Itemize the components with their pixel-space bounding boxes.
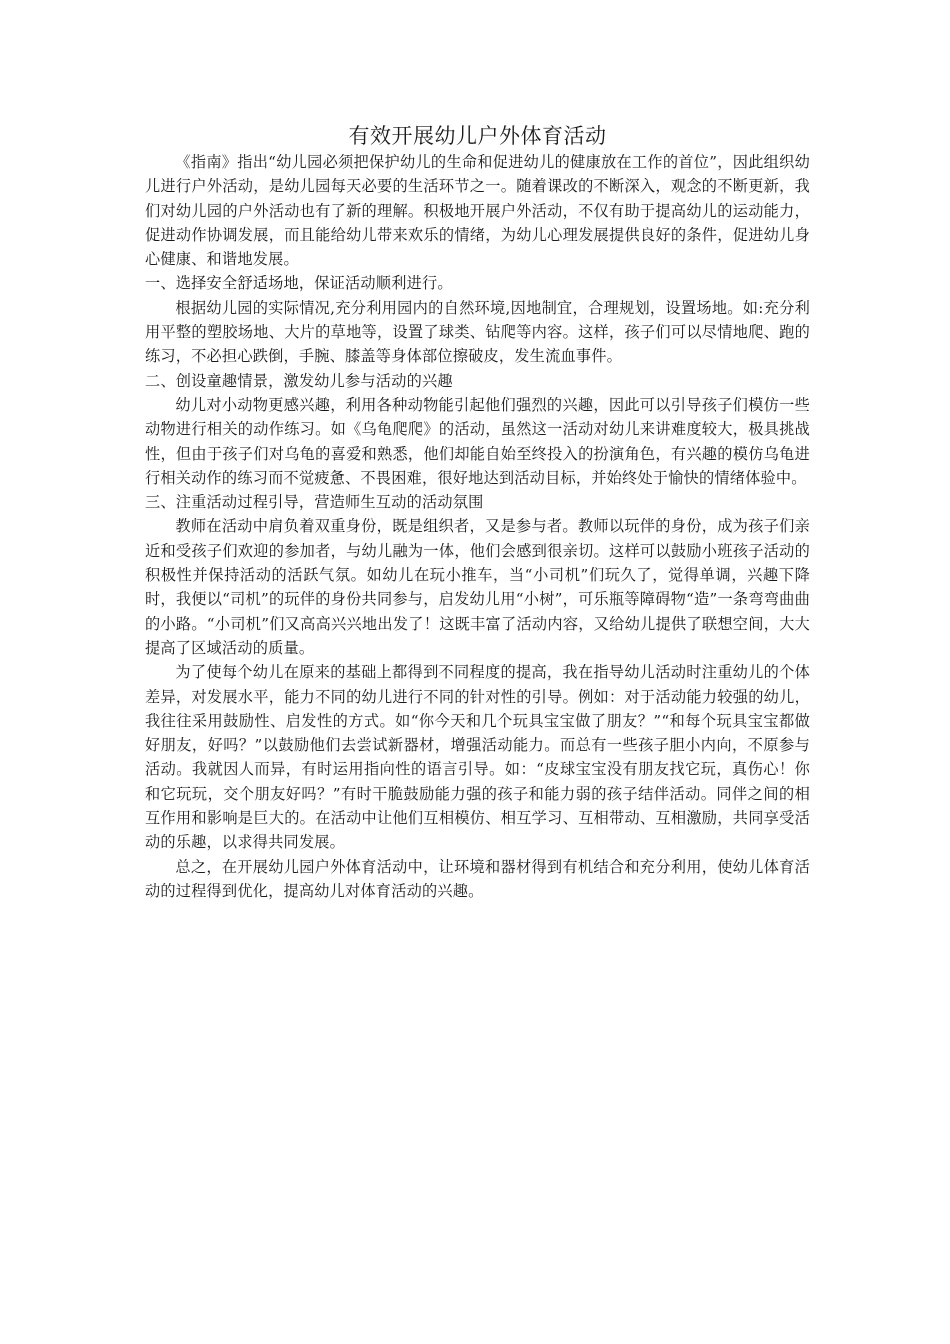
section-heading-1: 一、选择安全舒适场地，保证活动顺利进行。 [145, 274, 453, 293]
paragraph-section-3a: 教师在活动中肩负着双重身份，既是组织者，又是参与者。教师以玩伴的身份，成为孩子们亲近和受孩子们欢迎的参加者，与幼儿融为一体，他们会感到很亲切。这样可以鼓励小班孩子活动的积极性并保持活动的活跃气氛。如幼儿在玩小推车，当“小司机”们玩久了，觉得单调，兴趣下降时，我便以“司机”的玩伴的身份共同参与，启发幼儿用“小树”，可乐瓶等障碍物“造”一条弯弯曲曲的小路。“小司机”们又高高兴兴地出发了！这既丰富了活动内容，又给幼儿提供了联想空间，大大提高了区域活动的质量。 [145, 517, 810, 657]
paragraph-conclusion: 总之，在开展幼儿园户外体育活动中，让环境和器材得到有机结合和充分利用，使幼儿体育活动的过程得到优化，提高幼儿对体育活动的兴趣。 [145, 857, 810, 900]
document-page [145, 122, 810, 903]
section-heading-2: 二、创设童趣情景，激发幼儿参与活动的兴趣 [145, 371, 453, 390]
paragraph-section-2: 幼儿对小动物更感兴趣，利用各种动物能引起他们强烈的兴趣，因此可以引导孩子们模仿一些动物进行相关的动作练习。如《乌龟爬爬》的活动，虽然这一活动对幼儿来讲难度较大，极具挑战性，但由于孩子们对乌龟的喜爱和熟悉，他们却能自始至终投入的扮演角色，有兴趣的模仿乌龟进行相关动作的练习而不觉疲惫、不畏困难，很好地达到活动目标，并始终处于愉快的情绪体验中。 [145, 395, 810, 487]
paragraph-section-3b: 为了使每个幼儿在原来的基础上都得到不同程度的提高，我在指导幼儿活动时注重幼儿的个体差异，对发展水平，能力不同的幼儿进行不同的针对性的引导。例如：对于活动能力较强的幼儿，我往往采用鼓励性、启发性的方式。如“你今天和几个玩具宝宝做了朋友？”“和每个玩具宝宝都做好朋友，好吗？”以鼓励他们去尝试新器材，增强活动能力。而总有一些孩子胆小内向，不原参与活动。我就因人而异，有时运用指向性的语言引导。如：“皮球宝宝没有朋友找它玩，真伤心！你和它玩玩，交个朋友好吗？”有时干脆鼓励能力强的孩子和能力弱的孩子结伴活动。同伴之间的相互作用和影响是巨大的。在活动中让他们互相模仿、相互学习、互相带动、互相激励，共同享受活动的乐趣，以求得共同发展。 [145, 663, 810, 852]
section-heading-3: 三、注重活动过程引导，营造师生互动的活动氛围 [145, 493, 484, 512]
paragraph-section-1: 根据幼儿园的实际情况,充分利用园内的自然环境,因地制宜，合理规划，设置场地。如:充分利用平整的塑胶场地、大片的草地等，设置了球类、钻爬等内容。这样，孩子们可以尽情地爬、跑的练习，不必担心跌倒，手腕、膝盖等身体部位擦破皮，发生流血事件。 [145, 298, 810, 366]
document-title: 有效开展幼儿户外体育活动 [348, 124, 607, 148]
paragraph-intro: 《指南》指出“幼儿园必须把保护幼儿的生命和促进幼儿的健康放在工作的首位”，因此组织幼儿进行户外活动，是幼儿园每天必要的生活环节之一。随着课改的不断深入，观念的不断更新，我们对幼儿园的户外活动也有了新的理解。积极地开展户外活动，不仅有助于提高幼儿的运动能力，促进动作协调发展，而且能给幼儿带来欢乐的情绪，为幼儿心理发展提供良好的条件，促进幼儿身心健康、和谐地发展。 [145, 153, 810, 269]
